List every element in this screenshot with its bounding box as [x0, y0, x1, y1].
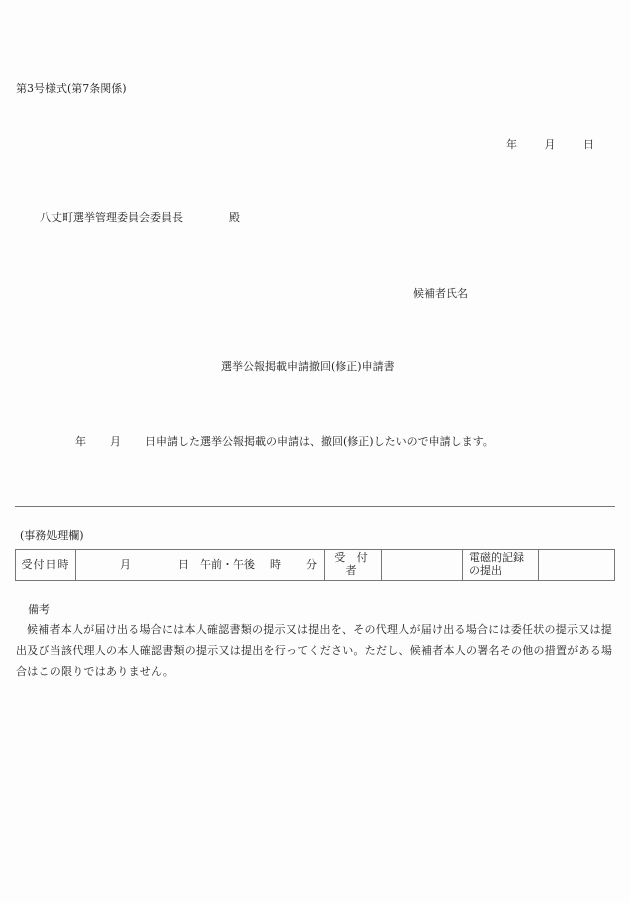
date-day: 日 [583, 138, 594, 151]
received-hour: 時 [270, 558, 281, 571]
body-rest: 日申請した選挙公報掲載の申請は、撤回(修正)したいので申請します。 [145, 435, 494, 448]
received-day: 日 [178, 558, 189, 571]
receiver-label: 受 付 者 [325, 550, 382, 581]
received-month: 月 [120, 558, 131, 571]
date-year: 年 [506, 138, 517, 151]
electronic-record-label-line1: 電磁的記録 [469, 551, 524, 565]
office-use-table [15, 549, 615, 581]
date-line [506, 139, 594, 150]
received-ampm: 午前・午後 [200, 558, 255, 571]
document-title: 選挙公報掲載申請撤回(修正)申請書 [221, 360, 395, 373]
table-row [16, 550, 615, 581]
addressee-honorific: 殿 [229, 211, 240, 224]
application-statement [75, 436, 494, 447]
notes-title: 備考 [28, 603, 50, 616]
electronic-record-label-line2: の提出 [469, 564, 502, 577]
addressee-name: 八丈町選挙管理委員会委員長 [40, 211, 183, 224]
received-minute: 分 [306, 558, 317, 571]
electronic-record-label [463, 550, 539, 581]
body-year: 年 [75, 435, 86, 448]
receiver-field[interactable] [382, 550, 463, 581]
date-month: 月 [544, 138, 556, 151]
form-number: 第3号様式(第7条関係) [16, 82, 127, 95]
body-month: 月 [110, 435, 121, 448]
addressee [40, 212, 240, 223]
notes-text: 候補者本人が届け出る場合には本人確認書類の提示又は提出を、その代理人が届け出る場合には委任状の提示又は提出及び当該代理人の本人確認書類の提示又は提出を行ってください。ただし、候補者本人の署名その他の措置がある場合はこの限りではありません。 [16, 623, 613, 678]
received-datetime-label: 受付日時 [16, 550, 76, 581]
divider-line [15, 506, 615, 507]
office-use-label: (事務処理欄) [20, 529, 84, 542]
received-datetime-field[interactable] [76, 550, 325, 581]
electronic-record-field[interactable] [539, 550, 615, 581]
candidate-name-label: 候補者氏名 [413, 287, 468, 300]
